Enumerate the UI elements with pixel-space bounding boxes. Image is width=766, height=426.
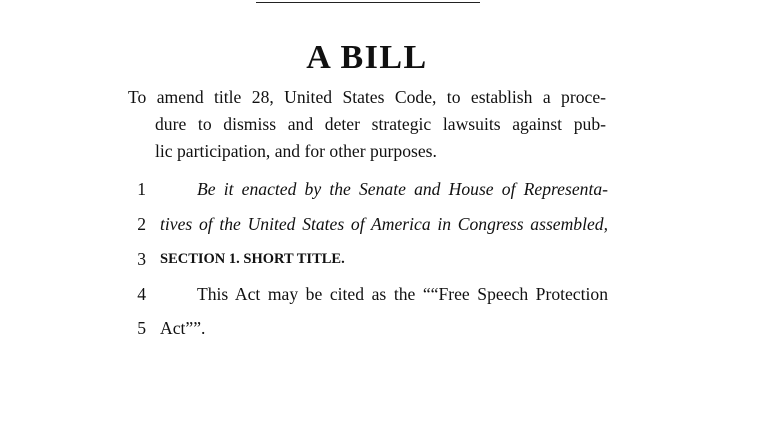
line-number: 4 <box>137 284 146 304</box>
enacting-clause-line: tives of the United States of America in Congress assembled, <box>160 214 608 234</box>
bill-heading: A BILL <box>306 39 428 76</box>
section-text-line: This Act may be cited as the ““Free Speech Protection <box>197 284 608 304</box>
line-number: 3 <box>137 249 146 269</box>
purpose-line: To amend title 28, United States Code, to establish a proce- <box>128 87 606 107</box>
purpose-line: dure to dismiss and deter strategic lawsuits against pub- <box>155 114 606 134</box>
top-rule <box>256 2 480 3</box>
line-number: 1 <box>137 179 146 199</box>
line-number: 5 <box>137 318 146 338</box>
section-heading: SECTION 1. SHORT TITLE. <box>160 251 345 267</box>
purpose-line: lic participation, and for other purposes. <box>155 141 437 161</box>
line-number: 2 <box>137 214 146 234</box>
section-text-line: Act””. <box>160 318 206 338</box>
purpose-clause <box>128 84 606 165</box>
enacting-clause-line: Be it enacted by the Senate and House of Representa- <box>197 179 608 199</box>
